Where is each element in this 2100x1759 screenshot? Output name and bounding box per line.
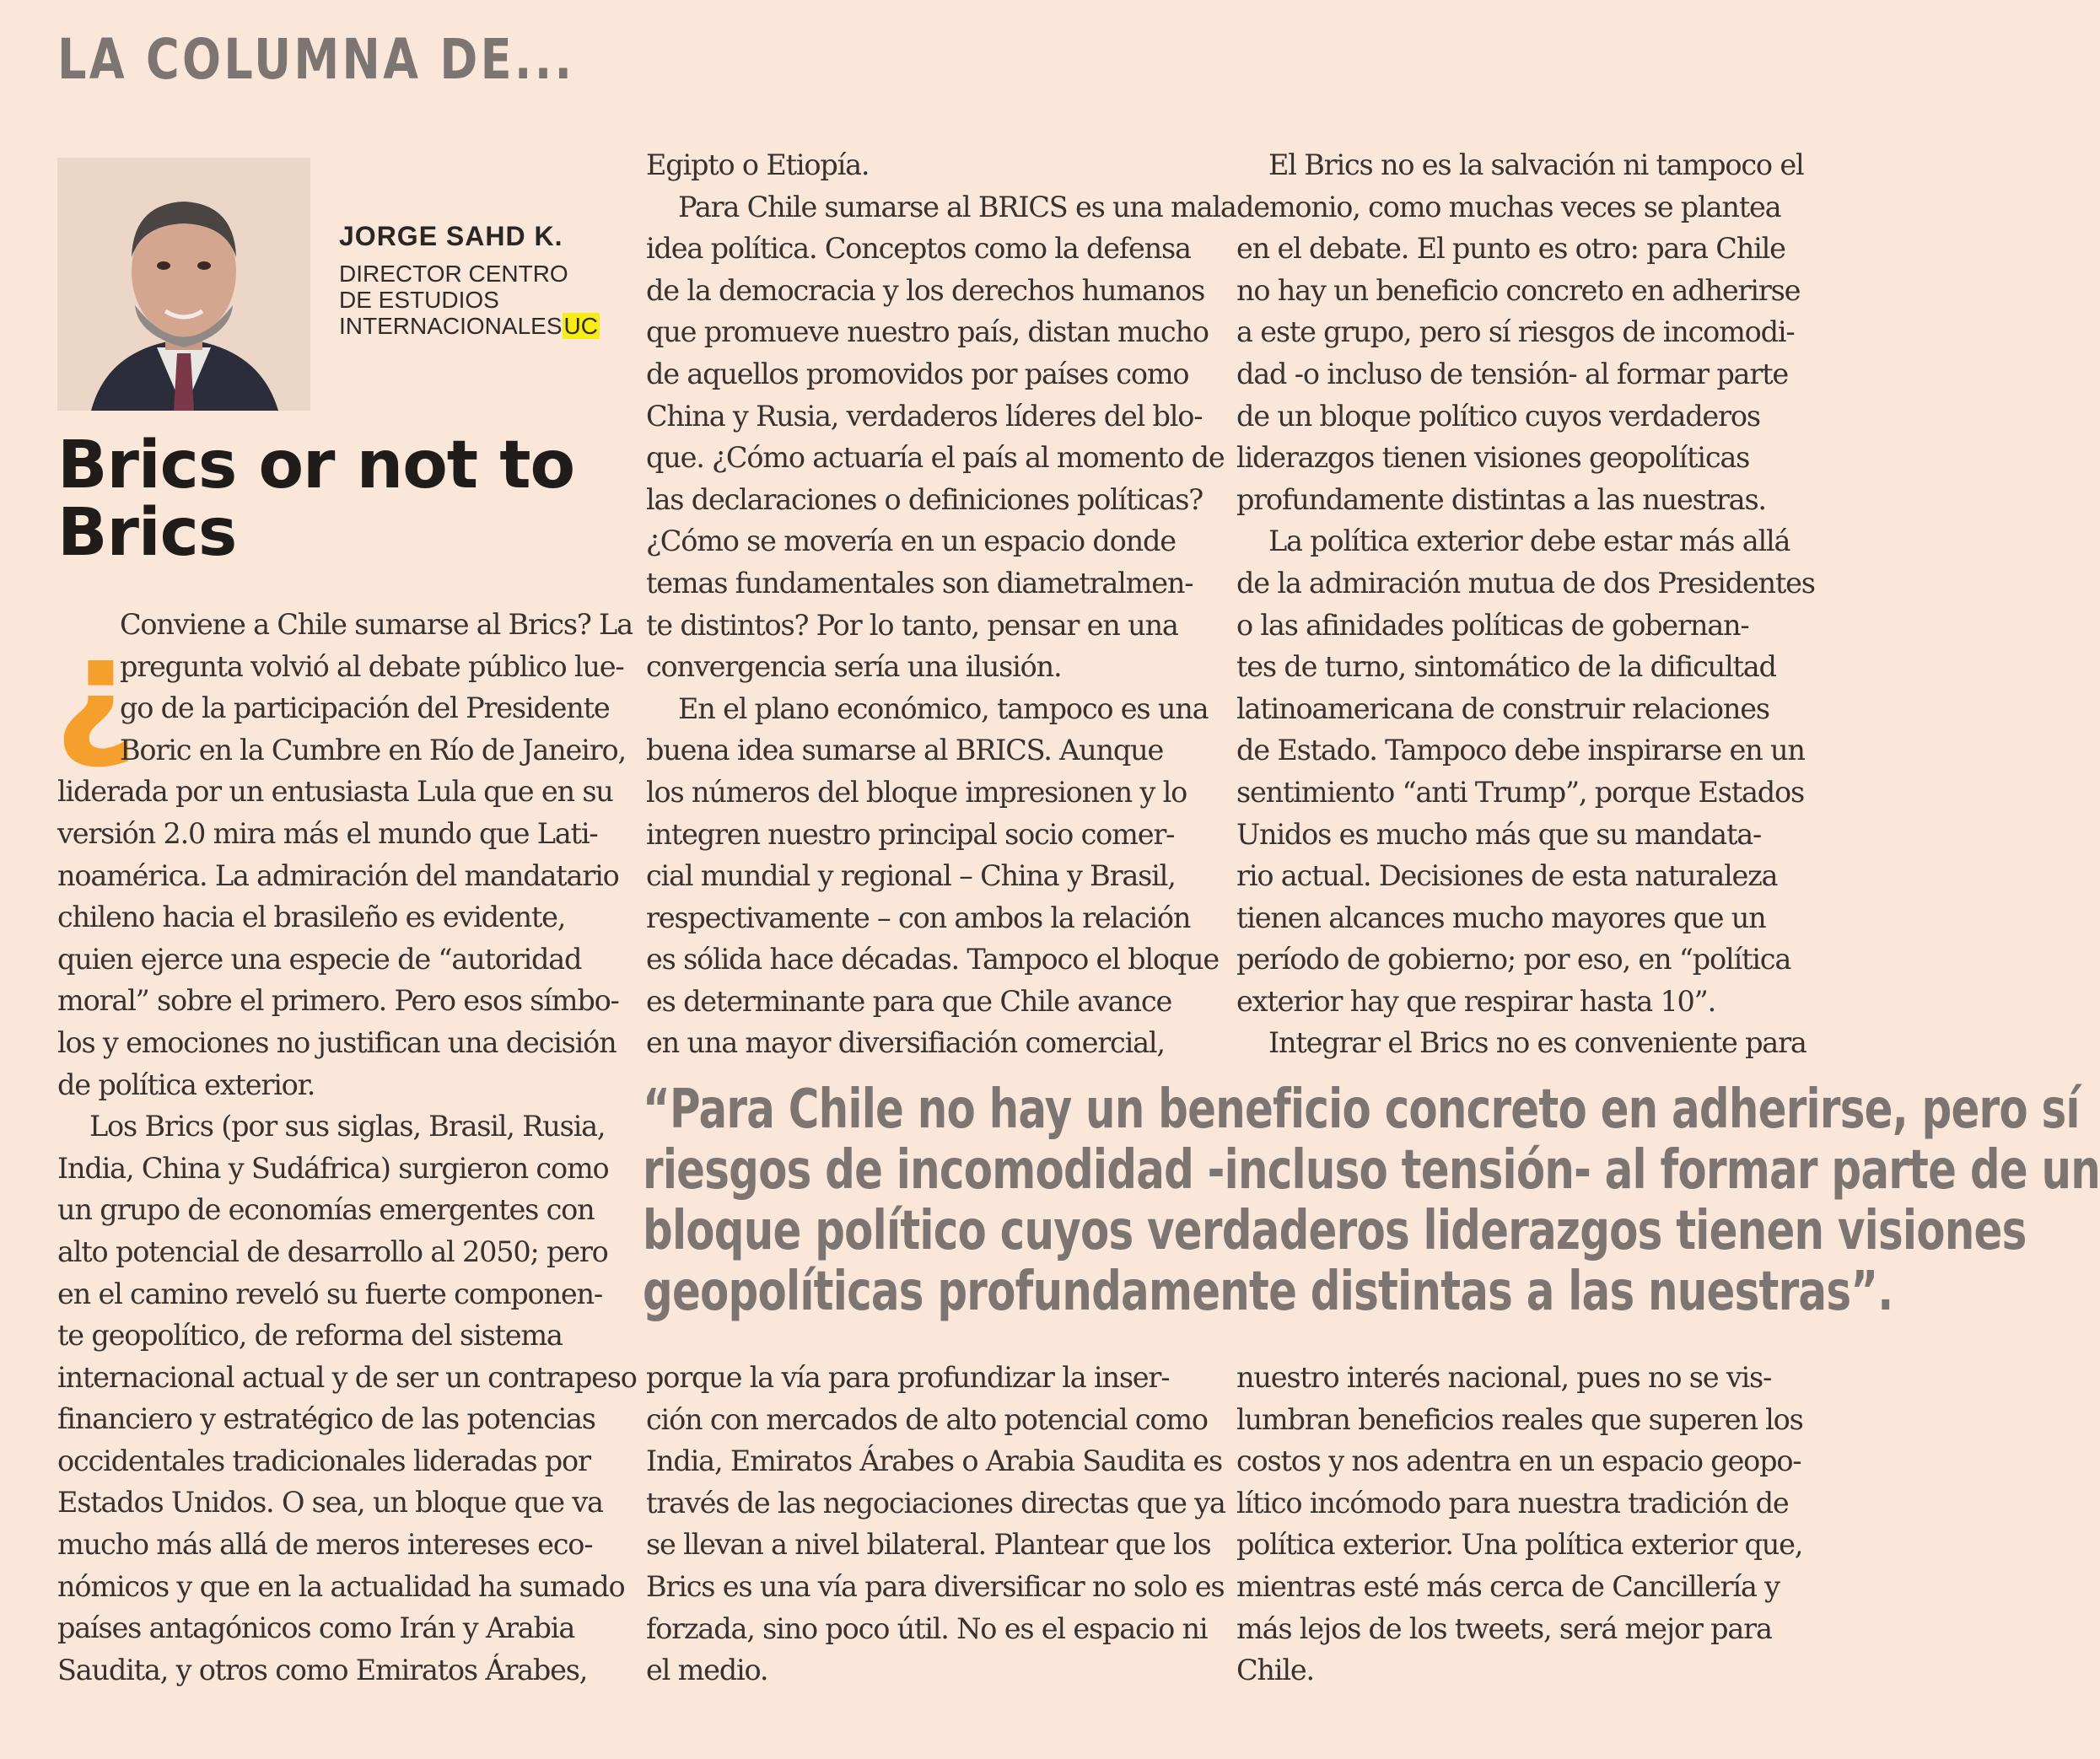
body-line: los números del bloque impresionen y lo xyxy=(646,775,1187,809)
body-line: de Estado. Tampoco debe inspirarse en un xyxy=(1236,734,1805,767)
body-line: tes de turno, sintomático de la dificultad xyxy=(1236,650,1776,684)
body-line: lumbran beneficios reales que superen los xyxy=(1236,1402,1803,1436)
body-line: un grupo de economías emergentes con xyxy=(57,1193,595,1227)
body-line: las declaraciones o definiciones políticas? xyxy=(646,482,1203,516)
body-line: versión 2.0 mira más el mundo que Lati- xyxy=(57,816,598,850)
pull-quote-line: “Para Chile no hay un beneficio concreto en adherirse, pero sí xyxy=(643,1079,2080,1141)
pull-quote-line: riesgos de incomodidad -incluso tensión- al formar parte de un xyxy=(643,1139,2100,1202)
body-line: política exterior. Una política exterior que, xyxy=(1236,1528,1803,1562)
body-line: cial mundial y regional – China y Brasil, xyxy=(646,859,1176,893)
body-line: La política exterior debe estar más allá xyxy=(1268,524,1790,558)
body-line: pregunta volvió al debate público lue- xyxy=(120,649,624,683)
body-line: Estados Unidos. O sea, un bloque que va xyxy=(57,1486,603,1520)
body-line: mientras esté más cerca de Cancillería y xyxy=(1236,1569,1780,1603)
body-line: liderada por un entusiasta Lula que en su xyxy=(57,775,613,809)
body-line: El Brics no es la salvación ni tampoco el xyxy=(1268,148,1804,181)
body-line: porque la vía para profundizar la inser- xyxy=(646,1361,1170,1394)
article-column-3-bottom xyxy=(1236,1357,1803,1692)
body-line: costos y nos adentra en un espacio geopo- xyxy=(1236,1444,1801,1478)
body-line: ción con mercados de alto potencial como xyxy=(646,1402,1208,1436)
body-line: período de gobierno; por eso, en “política xyxy=(1236,943,1791,976)
body-line: dad -o incluso de tensión- al formar parte xyxy=(1236,357,1789,390)
body-line: en el camino reveló su fuerte componen- xyxy=(57,1277,602,1310)
body-line: de política exterior. xyxy=(57,1068,315,1101)
body-line: quien ejerce una especie de “autoridad xyxy=(57,942,582,976)
body-line: mucho más allá de meros intereses eco- xyxy=(57,1528,593,1562)
pull-quote-line: bloque político cuyos verdaderos liderazgos tienen visiones xyxy=(643,1200,2027,1262)
body-line: Para Chile sumarse al BRICS es una mala xyxy=(678,190,1236,223)
body-line: de la democracia y los derechos humanos xyxy=(646,273,1205,307)
author-portrait-image xyxy=(57,158,310,411)
body-line: En el plano económico, tampoco es una xyxy=(678,691,1209,725)
body-line: chileno hacia el brasileño es evidente, xyxy=(57,901,566,934)
body-line: moral” sobre el primero. Pero esos símbo- xyxy=(57,984,619,1018)
body-line: te distintos? Por lo tanto, pensar en una xyxy=(646,608,1178,642)
article-column-2-top xyxy=(646,144,1236,1064)
body-line: Integrar el Brics no es conveniente para xyxy=(1268,1026,1807,1060)
author-role-line: DIRECTOR CENTRO xyxy=(339,261,568,287)
body-line: financiero y estratégico de las potencias xyxy=(57,1402,595,1436)
body-line: de un bloque político cuyos verdaderos xyxy=(1236,399,1760,433)
drop-cap: ¿ xyxy=(54,606,137,773)
pull-quote xyxy=(643,1079,2100,1323)
author-photo xyxy=(57,158,310,411)
body-line: noamérica. La admiración del mandatario xyxy=(57,858,619,892)
body-line: se llevan a nivel bilateral. Plantear que los xyxy=(646,1528,1211,1562)
body-line: temas fundamentales son diametralmen- xyxy=(646,566,1193,600)
byline xyxy=(339,221,609,339)
body-line: tienen alcances mucho mayores que un xyxy=(1236,901,1766,934)
body-line: China y Rusia, verdaderos líderes del blo- xyxy=(646,399,1203,433)
body-line: rio actual. Decisiones de esta naturaleza xyxy=(1236,859,1778,893)
body-line: es sólida hace décadas. Tampoco el bloque xyxy=(646,943,1220,976)
article-column-2-bottom xyxy=(646,1357,1225,1692)
body-line: internacional actual y de ser un contrapeso xyxy=(57,1360,637,1394)
body-line: Boric en la Cumbre en Río de Janeiro, xyxy=(120,733,626,767)
pull-quote-line: geopolíticas profundamente distintas a las nuestras”. xyxy=(643,1261,1893,1323)
author-name: JORGE SAHD K. xyxy=(339,221,563,251)
body-line: nuestro interés nacional, pues no se vis- xyxy=(1236,1361,1772,1394)
body-line: latinoamericana de construir relaciones xyxy=(1236,691,1769,725)
body-line: los y emociones no justifican una decisión xyxy=(57,1025,617,1059)
body-line: de la admiración mutua de dos Presidentes xyxy=(1236,566,1815,600)
article-column-1 xyxy=(57,604,637,1691)
author-role-line: INTERNACIONALESUC xyxy=(339,313,598,339)
headline-line: Brics xyxy=(57,495,237,571)
body-line: buena idea sumarse al BRICS. Aunque xyxy=(646,734,1164,767)
author-role-line: DE ESTUDIOS xyxy=(339,287,499,313)
author-role xyxy=(339,261,609,339)
body-line: exterior hay que respirar hasta 10”. xyxy=(1236,984,1716,1018)
body-line: integren nuestro principal socio comer- xyxy=(646,817,1175,851)
body-line: profundamente distintas a las nuestras. xyxy=(1236,482,1766,516)
body-line: o las afinidades políticas de gobernan- xyxy=(1236,608,1749,642)
uc-highlight: UC xyxy=(563,313,598,339)
body-line: través de las negociaciones directas que ya xyxy=(646,1486,1225,1520)
body-line: que promueve nuestro país, distan mucho xyxy=(646,315,1209,349)
body-line: nómicos y que en la actualidad ha sumado xyxy=(57,1569,625,1603)
article-headline xyxy=(57,428,580,571)
body-line: liderazgos tienen visiones geopolíticas xyxy=(1236,441,1750,475)
body-line: go de la participación del Presidente xyxy=(120,691,610,725)
body-line: no hay un beneficio concreto en adherirse xyxy=(1236,273,1801,307)
body-line: ¿Cómo se movería en un espacio donde xyxy=(646,524,1176,558)
body-line: en una mayor diversifiación comercial, xyxy=(646,1026,1165,1060)
body-line: convergencia sería una ilusión. xyxy=(646,650,1062,684)
body-line: forzada, sino poco útil. No es el espacio ni xyxy=(646,1611,1208,1645)
body-line: Conviene a Chile sumarse al Brics? La xyxy=(120,608,633,641)
body-line: te geopolítico, de reforma del sistema xyxy=(57,1319,563,1353)
body-line: Chile. xyxy=(1236,1654,1314,1687)
body-line: de aquellos promovidos por países como xyxy=(646,357,1189,390)
body-line: occidentales tradicionales lideradas por xyxy=(57,1444,590,1477)
body-line: respectivamente – con ambos la relación xyxy=(646,901,1191,934)
body-line: idea política. Conceptos como la defensa xyxy=(646,232,1191,266)
body-line: en el debate. El punto es otro: para Chile xyxy=(1236,232,1785,266)
body-line: alto potencial de desarrollo al 2050; pero xyxy=(57,1235,608,1268)
body-line: lítico incómodo para nuestra tradición de xyxy=(1236,1486,1789,1520)
body-line: India, China y Sudáfrica) surgieron como xyxy=(57,1151,609,1185)
body-line: Unidos es mucho más que su mandata- xyxy=(1236,817,1762,851)
body-line: a este grupo, pero sí riesgos de incomodi- xyxy=(1236,315,1795,349)
body-line: Saudita, y otros como Emiratos Árabes, xyxy=(57,1653,588,1686)
body-line: sentimiento “anti Trump”, porque Estados xyxy=(1236,775,1805,809)
body-line: Brics es una vía para diversificar no solo es xyxy=(646,1569,1225,1603)
body-line: Egipto o Etiopía. xyxy=(646,148,870,181)
body-line: demonio, como muchas veces se plantea xyxy=(1236,190,1781,223)
body-line: Los Brics (por sus siglas, Brasil, Rusia, xyxy=(89,1110,606,1143)
body-line: que. ¿Cómo actuaría el país al momento de xyxy=(646,441,1225,475)
body-line: más lejos de los tweets, será mejor para xyxy=(1236,1611,1772,1645)
body-line: países antagónicos como Irán y Arabia xyxy=(57,1611,575,1645)
article-column-3-top xyxy=(1236,144,1815,1064)
headline-line: Brics or not to xyxy=(57,428,575,503)
body-line: es determinante para que Chile avance xyxy=(646,984,1172,1018)
body-line: el medio. xyxy=(646,1654,768,1687)
body-line: India, Emiratos Árabes o Arabia Saudita es xyxy=(646,1444,1223,1478)
section-title: LA COLUMNA DE... xyxy=(57,27,575,92)
